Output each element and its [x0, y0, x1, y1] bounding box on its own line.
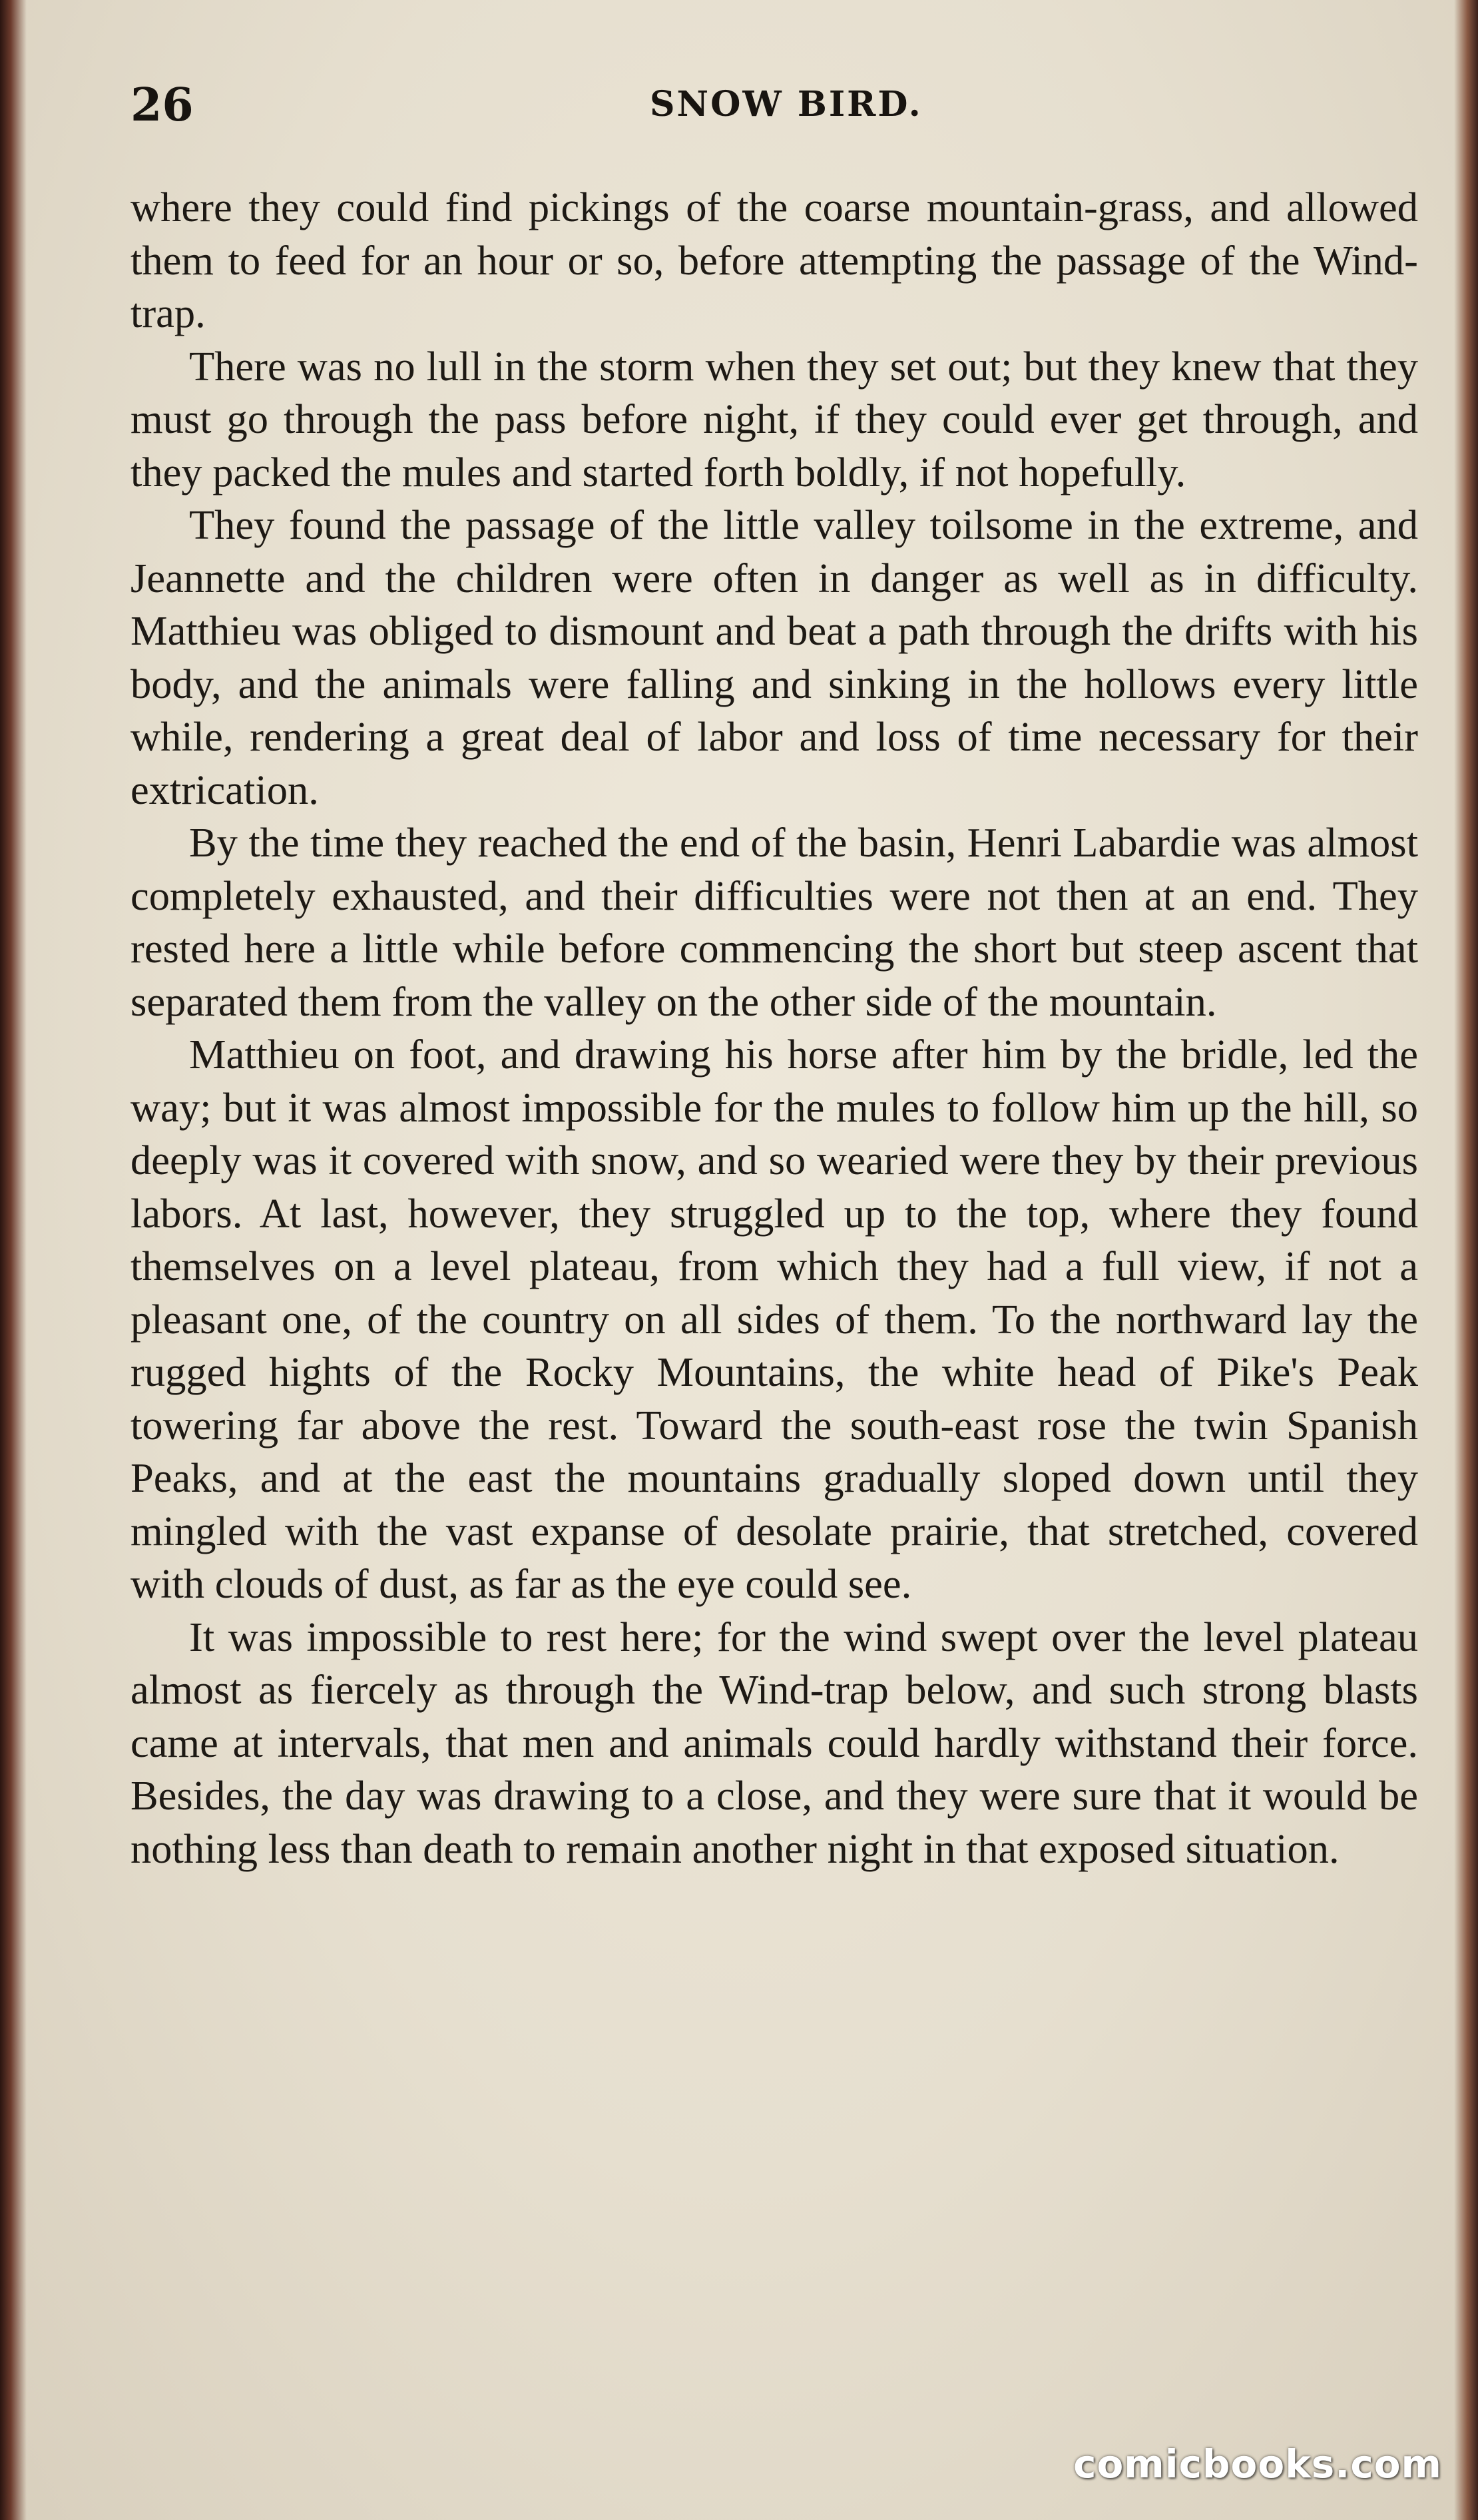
running-head	[130, 79, 1411, 139]
body-text	[130, 181, 1418, 1875]
paragraph-storm: There was no lull in the storm when they set out; but they knew that they must go through the pass before night, if they could ever get through, and they packed the mules and started forth boldly, if not hopefully.	[130, 342, 1418, 495]
paragraph-valley-passage: They found the passage of the little valley toilsome in the extreme, and Jeannette and the children were often in danger as well as in difficulty. Matthieu was obliged to dismount and beat a path through the drifts with his body, and the animals were falling and sinking in the hollows every little while, rendering a great deal of labor and loss of time necessary for their extrication.	[130, 501, 1418, 813]
running-title: SNOW BIRD.	[650, 84, 923, 125]
page-number: 26	[130, 79, 194, 132]
paragraph-continued: where they could find pickings of the coarse mountain-grass, and allowed them to feed for an hour or so, before attempting the passage of the Wind-trap.	[130, 184, 1418, 336]
paragraph-plateau-view: Matthieu on foot, and drawing his horse after him by the bridle, led the way; but it was almost impossible for the mules to follow him up the hill, so deeply was it covered with snow, and so wearied were they by their previous labors. At last, however, they struggled up to the top, where they found themselves on a level plateau, from which they had a full view, if not a pleasant one, of the country on all sides of them. To the northward lay the rugged hights of the Rocky Mountains, the white head of Pike's Peak towering far above the rest. Toward the south-east rose the twin Spanish Peaks, and at the east the mountains gradually sloped down until they mingled with the vast expanse of desolate prairie, that stretched, covered with clouds of dust, as far as the eye could see.	[130, 1031, 1418, 1607]
paragraph-wind-plateau: It was impossible to rest here; for the wind swept over the level plateau almost as fiercely as through the Wind-trap below, and such strong blasts came at intervals, that men and animals could hardly withstand their force. Besides, the day was drawing to a close, and they were sure that it would be nothing less than death to remain another night in that exposed situation.	[130, 1613, 1418, 1872]
paragraph-basin-end: By the time they reached the end of the basin, Henri Labardie was almost completely exhausted, and their difficulties were not then at an end. They rested here a little while before commencing the short but steep ascent that separated them from the valley on the other side of the mountain.	[130, 819, 1418, 1025]
watermark: comicbooks.com	[1073, 2441, 1442, 2487]
